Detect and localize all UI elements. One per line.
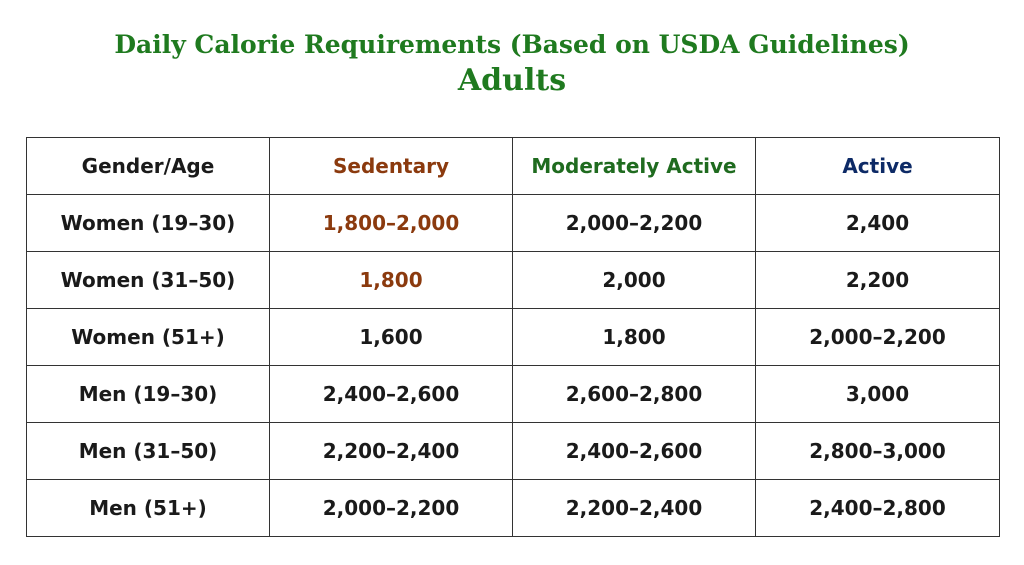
table-header-row: [27, 138, 1000, 195]
cell-moderately-active: 2,000: [513, 252, 756, 309]
cell-moderately-active: 2,400–2,600: [513, 423, 756, 480]
header-active: Active: [756, 138, 1000, 195]
cell-active: 2,400: [756, 195, 1000, 252]
cell-gender-age: Men (51+): [27, 480, 270, 537]
cell-gender-age: Women (31–50): [27, 252, 270, 309]
cell-gender-age: Men (31–50): [27, 423, 270, 480]
cell-active: 2,000–2,200: [756, 309, 1000, 366]
cell-moderately-active: 2,600–2,800: [513, 366, 756, 423]
cell-moderately-active: 2,000–2,200: [513, 195, 756, 252]
cell-sedentary: 2,200–2,400: [270, 423, 513, 480]
header-moderately-active: Moderately Active: [513, 138, 756, 195]
cell-gender-age: Women (19–30): [27, 195, 270, 252]
table-row: [27, 252, 1000, 309]
cell-moderately-active: 2,200–2,400: [513, 480, 756, 537]
header-sedentary: Sedentary: [270, 138, 513, 195]
table-row: [27, 366, 1000, 423]
title-subtitle: Adults: [457, 63, 567, 98]
cell-sedentary: 1,800: [270, 252, 513, 309]
table-row: [27, 195, 1000, 252]
page-title: [0, 28, 1024, 100]
header-gender-age: Gender/Age: [27, 138, 270, 195]
cell-sedentary: 2,000–2,200: [270, 480, 513, 537]
table-row: [27, 309, 1000, 366]
cell-gender-age: Men (19–30): [27, 366, 270, 423]
cell-sedentary: 2,400–2,600: [270, 366, 513, 423]
cell-gender-age: Women (51+): [27, 309, 270, 366]
cell-sedentary: 1,600: [270, 309, 513, 366]
cell-active: 2,800–3,000: [756, 423, 1000, 480]
cell-active: 3,000: [756, 366, 1000, 423]
cell-active: 2,200: [756, 252, 1000, 309]
calorie-table: [26, 137, 1000, 537]
title-main: Daily Calorie Requirements (Based on USDA Guidelines): [114, 30, 910, 59]
table-row: [27, 480, 1000, 537]
cell-sedentary: 1,800–2,000: [270, 195, 513, 252]
table-row: [27, 423, 1000, 480]
cell-moderately-active: 1,800: [513, 309, 756, 366]
cell-active: 2,400–2,800: [756, 480, 1000, 537]
